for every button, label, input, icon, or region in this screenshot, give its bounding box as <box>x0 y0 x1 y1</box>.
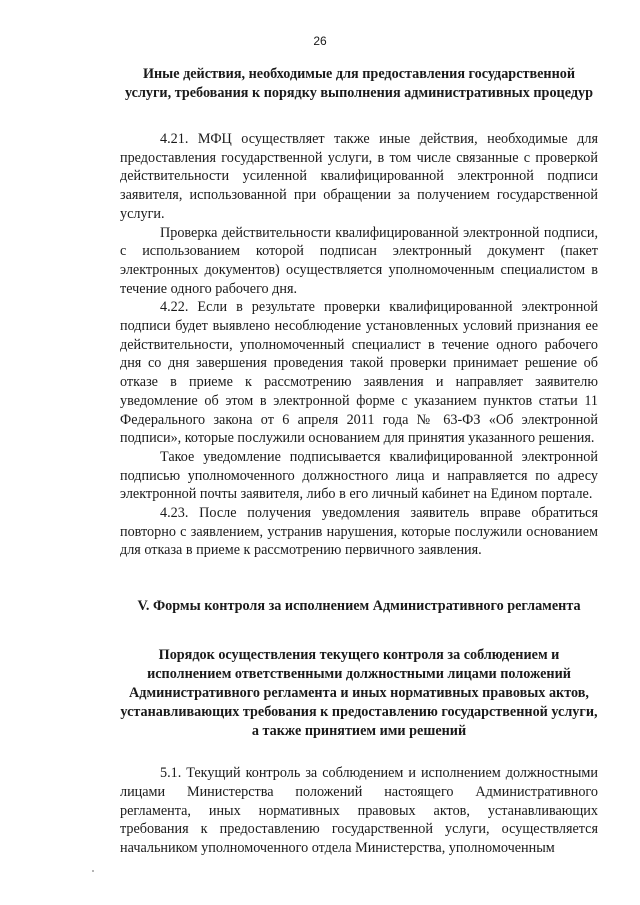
paragraph-4-22: 4.22. Если в результате проверки квалифицированной электронной подписи будет выявлено несоблюдение установленных условий признания ее действительности, уполномоченный специалист в течение одного рабочего дня со дня завершения проведения такой проверки принимает решение об отказе в приеме к рассмотрению заявления и направляет заявителю уведомление об этом в электронной форме с указанием пунктов статьи 11 Федерального закона от 6 апреля 2011 года № 63-ФЗ «Об электронной подписи», которые послужили основанием для принятия указанного решения. <box>120 299 598 447</box>
heading-other-actions: Иные действия, необходимые для предоставления государственной услуги, требования к порядку выполнения административных процедур <box>124 66 593 101</box>
paragraph-4-22-notification: Такое уведомление подписывается квалифицированной электронной подписью уполномоченного должностного лица и направляется по адресу электронной почты заявителя, либо в его личный кабинет на Едином портале. <box>120 448 598 503</box>
paragraph-4-23: 4.23. После получения уведомления заявитель вправе обратиться повторно с заявлением, устранив нарушения, которые послужили основанием для отказа в приеме к рассмотрению первичного заявления. <box>120 505 598 559</box>
section-current-control <box>120 764 598 858</box>
paragraph-4-21: 4.21. МФЦ осуществляет также иные действия, необходимые для предоставления государственной услуги, в том числе связанные с проверкой действительности усиленной квалифицированной электронной подписи заявителя, использованной при обращении за получением государственной услуги. <box>120 131 598 222</box>
document-body <box>120 65 598 858</box>
paragraph-5-1: 5.1. Текущий контроль за соблюдением и исполнением должностными лицами Министерства положений настоящего Административного регламента, иных нормативных правовых актов, устанавливающих требования к предоставлению государственной услуги, осуществляется начальником уполномоченного отдела Министерства, уполномоченным <box>120 765 598 856</box>
scan-dot <box>92 870 94 872</box>
page-number: 26 <box>313 34 327 48</box>
paragraph-4-21-signature-check: Проверка действительности квалифицированной электронной подписи, с использованием которой подписан электронный документ (пакет электронных документов) осуществляется уполномоченным специалистом в течение одного рабочего дня. <box>120 224 598 297</box>
heading-current-control: Порядок осуществления текущего контроля за соблюдением и исполнением ответственными должностными лицами положений Административного регламента и иных нормативных правовых актов, устанавливающих требования к предоставлению государственной услуги, а также принятием ими решений <box>120 647 598 740</box>
heading-section-v: V. Формы контроля за исполнением Административного регламента <box>137 598 581 615</box>
section-other-actions <box>120 130 598 560</box>
